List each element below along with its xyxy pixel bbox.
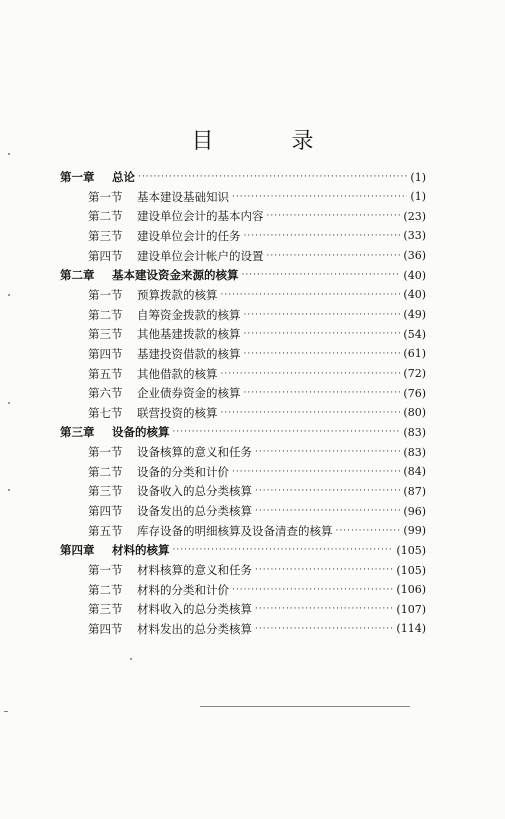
toc-section-entry bbox=[88, 365, 426, 383]
leader-dots bbox=[221, 369, 401, 379]
leader-dots bbox=[336, 526, 401, 536]
leader-dots bbox=[244, 388, 401, 398]
footer-rule bbox=[200, 706, 410, 707]
leader-dots bbox=[244, 349, 401, 359]
leader-dots bbox=[255, 624, 393, 634]
toc-entry-title: 材料收入的总分类核算 bbox=[137, 602, 252, 617]
toc-entry-label bbox=[88, 621, 252, 637]
toc-section-entry bbox=[88, 207, 426, 225]
toc-entry-number: 第一节 bbox=[88, 563, 123, 577]
toc-entry-title: 总论 bbox=[112, 170, 135, 184]
leader-dots bbox=[173, 427, 401, 437]
toc-section-entry bbox=[88, 247, 426, 265]
toc-entry-label bbox=[88, 228, 241, 244]
toc-entry-number: 第四节 bbox=[88, 248, 123, 263]
toc-page-number: (105) bbox=[396, 563, 426, 577]
toc-entry-title: 基本建设资金来源的核算 bbox=[112, 268, 239, 283]
toc-page-number: (23) bbox=[403, 209, 426, 223]
scan-speck bbox=[130, 658, 132, 660]
toc-entry-number: 第三节 bbox=[88, 602, 123, 617]
leader-dots bbox=[255, 486, 400, 496]
leader-dots bbox=[232, 192, 407, 202]
toc-entry-title: 材料发出的总分类核算 bbox=[137, 621, 252, 636]
scan-speck bbox=[8, 294, 10, 296]
leader-dots bbox=[138, 172, 407, 182]
toc-entry-number: 第三章 bbox=[60, 425, 95, 440]
leader-dots bbox=[244, 231, 401, 241]
toc-page-number: (83) bbox=[403, 425, 426, 439]
leader-dots bbox=[244, 329, 401, 339]
toc-section-entry bbox=[88, 522, 426, 540]
leader-dots bbox=[242, 270, 401, 280]
leader-dots bbox=[221, 408, 401, 418]
toc-entry-number: 第一章 bbox=[60, 170, 95, 184]
toc-page-number: (72) bbox=[403, 367, 426, 380]
leader-dots bbox=[221, 290, 401, 300]
toc-entry-label bbox=[88, 248, 264, 264]
toc-page-number: (61) bbox=[403, 347, 426, 361]
toc-page-number: (99) bbox=[403, 524, 426, 538]
toc-page-number: (83) bbox=[403, 445, 426, 459]
toc-entry-title: 设备的核算 bbox=[112, 425, 170, 440]
toc-entry-label bbox=[88, 326, 241, 342]
leader-dots bbox=[267, 251, 401, 261]
toc-entry-label bbox=[88, 405, 218, 421]
toc-entry-number: 第四节 bbox=[88, 504, 123, 519]
toc-entry-number: 第二节 bbox=[88, 582, 123, 597]
leader-dots bbox=[173, 545, 394, 555]
toc-page-number: (40) bbox=[403, 288, 426, 302]
leader-dots bbox=[255, 447, 400, 457]
toc-entry-label bbox=[88, 444, 252, 460]
toc-entry-title: 建设单位会计的基本内容 bbox=[137, 209, 264, 224]
scan-speck bbox=[8, 489, 10, 491]
toc-entry-label bbox=[88, 562, 252, 578]
toc-page-number: (84) bbox=[403, 465, 426, 479]
toc-page-number: (114) bbox=[396, 622, 426, 636]
toc-page-number: (105) bbox=[396, 543, 426, 557]
toc-entry-title: 材料核算的意义和任务 bbox=[137, 563, 252, 577]
toc-page-number: (33) bbox=[403, 229, 426, 243]
toc-page-number: (80) bbox=[403, 406, 426, 420]
toc-entry-number: 第五节 bbox=[88, 523, 123, 538]
leader-dots bbox=[255, 604, 393, 614]
toc-entry-number: 第二章 bbox=[60, 268, 95, 283]
toc-section-entry bbox=[88, 620, 426, 638]
toc-entry-number: 第七节 bbox=[88, 405, 123, 420]
toc-page-number: (87) bbox=[403, 484, 426, 498]
toc-page-number: (1) bbox=[410, 190, 426, 204]
toc-page-number: (1) bbox=[410, 170, 426, 184]
toc-entry-label bbox=[88, 385, 241, 401]
toc-entry-label bbox=[88, 503, 252, 519]
toc-entry-number: 第五节 bbox=[88, 366, 123, 381]
toc-section-entry bbox=[88, 286, 426, 304]
toc-entry-title: 建设单位会计帐户的设置 bbox=[137, 248, 264, 263]
leader-dots bbox=[267, 211, 401, 221]
scan-speck bbox=[8, 402, 10, 404]
toc-entry-label bbox=[88, 523, 333, 539]
toc-entry-number: 第三节 bbox=[88, 228, 123, 243]
toc-entry-label bbox=[60, 169, 135, 185]
toc-section-entry bbox=[88, 561, 426, 579]
toc-section-entry bbox=[88, 482, 426, 500]
toc-entry-title: 库存设备的明细核算及设备清查的核算 bbox=[137, 523, 333, 538]
toc-entry-title: 设备的分类和计价 bbox=[137, 464, 229, 479]
toc-page-number: (106) bbox=[396, 583, 426, 597]
toc-chapter-entry bbox=[60, 541, 426, 559]
toc-entry-number: 第四节 bbox=[88, 346, 123, 361]
toc-page-number: (40) bbox=[403, 268, 426, 282]
toc-page-number: (36) bbox=[403, 249, 426, 263]
toc-entry-number: 第一节 bbox=[88, 445, 123, 460]
leader-dots bbox=[244, 310, 401, 320]
toc-section-entry bbox=[88, 600, 426, 618]
toc-section-entry bbox=[88, 325, 426, 343]
toc-section-entry bbox=[88, 306, 426, 324]
toc-entry-number: 第一节 bbox=[88, 189, 123, 204]
toc-section-entry bbox=[88, 502, 426, 520]
leader-dots bbox=[232, 585, 393, 595]
toc-entry-title: 其他基建拨款的核算 bbox=[137, 327, 241, 342]
toc-chapter-entry bbox=[60, 168, 426, 186]
toc-entry-label bbox=[88, 601, 252, 617]
toc-section-entry bbox=[88, 227, 426, 245]
toc-section-entry bbox=[88, 463, 426, 481]
toc-entry-number: 第三节 bbox=[88, 484, 123, 499]
toc-entry-number: 第二节 bbox=[88, 307, 123, 322]
leader-dots bbox=[232, 467, 400, 477]
toc-entry-label bbox=[60, 542, 170, 558]
toc-entry-label bbox=[88, 307, 241, 323]
toc-entry-title: 基建投资借款的核算 bbox=[137, 346, 241, 361]
toc-entry-number: 第三节 bbox=[88, 327, 123, 342]
toc-entry-title: 自筹资金拨款的核算 bbox=[137, 307, 241, 322]
toc-entry-number: 第二节 bbox=[88, 209, 123, 224]
toc-entry-title: 设备核算的意义和任务 bbox=[137, 445, 252, 460]
toc-entry-title: 预算拨款的核算 bbox=[137, 287, 218, 302]
toc-chapter-entry bbox=[60, 423, 426, 441]
toc-entry-title: 其他借款的核算 bbox=[137, 366, 218, 381]
toc-entry-title: 联营投资的核算 bbox=[137, 405, 218, 420]
toc-section-entry bbox=[88, 404, 426, 422]
toc-page-number: (96) bbox=[403, 504, 426, 518]
leader-dots bbox=[255, 506, 400, 516]
toc-chapter-entry bbox=[60, 266, 426, 284]
toc-entry-label bbox=[88, 366, 218, 382]
toc-entry-title: 企业债券资金的核算 bbox=[137, 386, 241, 401]
toc-entry-label bbox=[88, 464, 229, 480]
toc-entry-number: 第二节 bbox=[88, 464, 123, 479]
toc-page-number: (76) bbox=[403, 386, 426, 400]
toc-entry-title: 设备发出的总分类核算 bbox=[137, 504, 252, 519]
toc-entry-title: 材料的核算 bbox=[112, 543, 170, 558]
toc-entry-number: 第六节 bbox=[88, 386, 123, 401]
toc-section-entry bbox=[88, 188, 426, 206]
toc-entry-title: 基本建设基础知识 bbox=[137, 189, 229, 204]
leader-dots bbox=[255, 565, 393, 575]
toc-entry-label bbox=[60, 424, 170, 440]
toc-entry-label bbox=[88, 346, 241, 362]
toc-section-entry bbox=[88, 345, 426, 363]
toc-page-number: (49) bbox=[403, 308, 426, 322]
toc-entry-number: 第四章 bbox=[60, 543, 95, 558]
toc-page-number: (54) bbox=[403, 327, 426, 341]
scan-speck bbox=[8, 153, 10, 155]
toc-entry-label bbox=[88, 582, 229, 598]
toc-entry-label bbox=[88, 189, 229, 205]
toc-page-number: (107) bbox=[396, 602, 426, 616]
scan-speck bbox=[4, 711, 8, 712]
toc-entry-title: 建设单位会计的任务 bbox=[137, 228, 241, 243]
toc-entry-number: 第四节 bbox=[88, 621, 123, 636]
toc-entry-title: 材料的分类和计价 bbox=[137, 582, 229, 597]
toc-entry-label bbox=[88, 208, 264, 224]
toc-section-entry bbox=[88, 384, 426, 402]
toc-entry-number: 第一节 bbox=[88, 287, 123, 302]
toc-entry-label bbox=[88, 287, 218, 303]
toc-section-entry bbox=[88, 443, 426, 461]
page-title: 目 录 bbox=[191, 129, 342, 154]
toc-entry-label bbox=[60, 267, 239, 283]
toc-section-entry bbox=[88, 581, 426, 599]
toc-entry-label bbox=[88, 483, 252, 499]
toc-entry-title: 设备收入的总分类核算 bbox=[137, 484, 252, 499]
